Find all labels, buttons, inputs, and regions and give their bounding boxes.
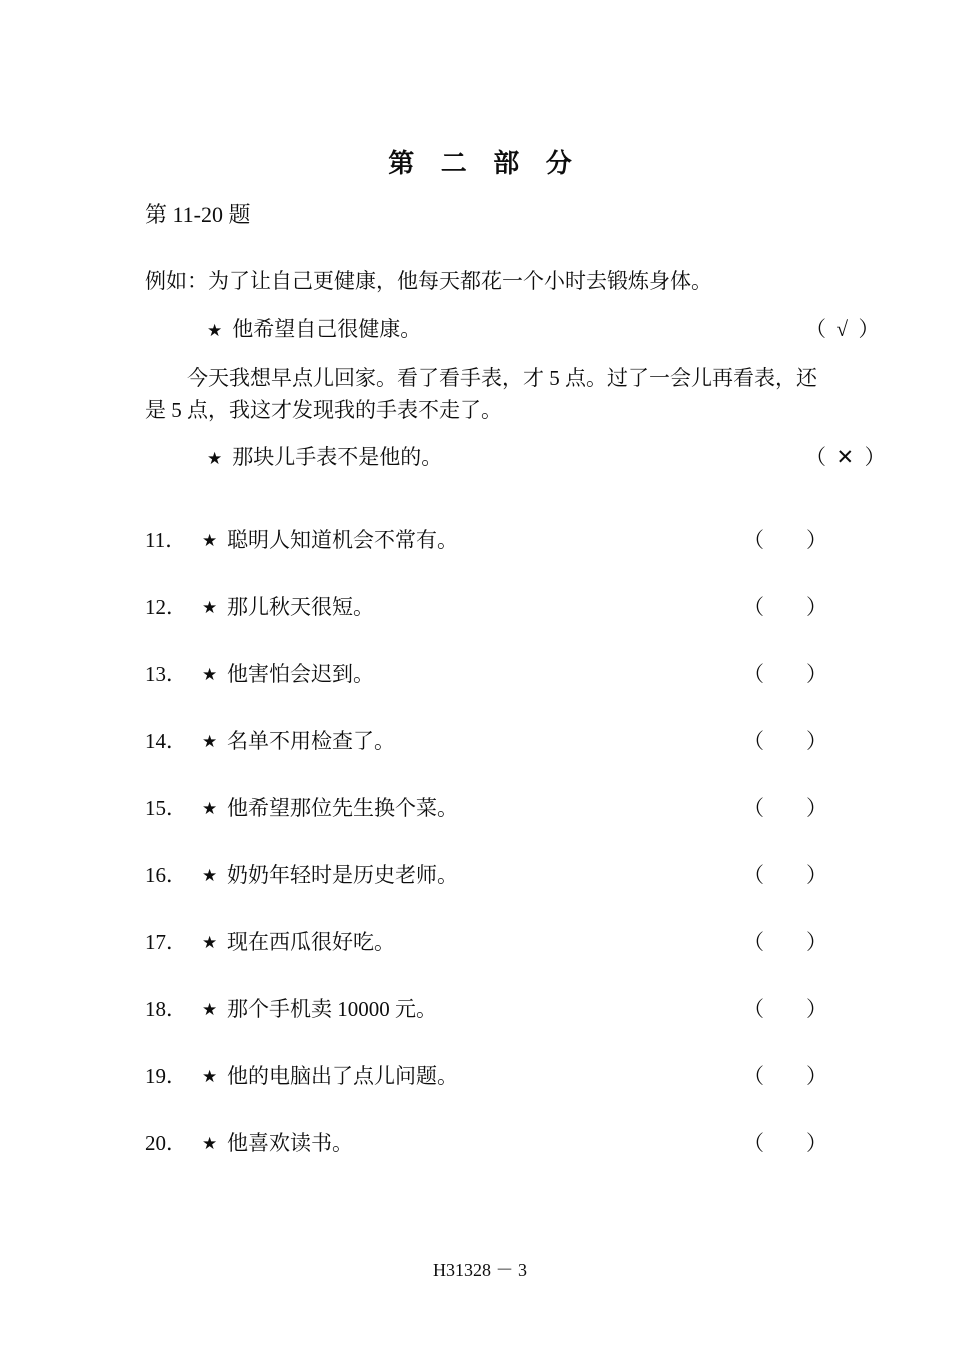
page-footer: H31328 － 3 <box>433 1260 527 1280</box>
question-text: 他希望那位先生换个菜。 <box>227 796 458 820</box>
star-icon: ★ <box>202 732 218 751</box>
question-text: 他喜欢读书。 <box>227 1131 353 1155</box>
star-icon: ★ <box>202 1067 218 1086</box>
question-number: 14． <box>145 729 187 753</box>
question-number: 18． <box>145 997 187 1021</box>
question-text: 那个手机卖 10000 元。 <box>227 997 437 1021</box>
question-text: 名单不用检查了。 <box>227 729 395 753</box>
question-number: 13． <box>145 662 187 686</box>
star-icon: ★ <box>202 866 218 885</box>
star-icon: ★ <box>202 598 218 617</box>
answer-blank[interactable]: （ ） <box>743 796 827 820</box>
question-row <box>145 592 827 659</box>
question-text: 他的电脑出了点儿问题。 <box>227 1064 458 1088</box>
question-number: 15． <box>145 796 187 820</box>
question-row <box>145 860 827 927</box>
question-text: 那儿秋天很短。 <box>227 595 374 619</box>
question-text: 现在西瓜很好吃。 <box>227 930 395 954</box>
star-icon: ★ <box>202 531 218 550</box>
answer-blank[interactable]: （ ） <box>743 863 827 887</box>
example-block <box>145 266 886 490</box>
question-list <box>145 525 827 1195</box>
example-statement-1-answer: （ √ ） <box>805 317 880 341</box>
star-icon: ★ <box>207 321 223 340</box>
question-number: 11． <box>145 528 187 552</box>
example-statement-2-text: 那块儿手表不是他的。 <box>232 445 443 469</box>
example-statement-1 <box>207 314 880 346</box>
question-number: 20． <box>145 1131 187 1155</box>
answer-blank[interactable]: （ ） <box>743 1064 827 1088</box>
example-intro-text: 例如：为了让自己更健康，他每天都花一个小时去锻炼身体。 <box>145 269 712 293</box>
star-icon: ★ <box>202 1000 218 1019</box>
answer-blank[interactable]: （ ） <box>743 662 827 686</box>
example-statement-1-text: 他希望自己很健康。 <box>232 317 422 341</box>
question-row <box>145 1128 827 1195</box>
question-number: 16． <box>145 863 187 887</box>
question-number: 19． <box>145 1064 187 1088</box>
question-row <box>145 793 827 860</box>
example-statement-2-answer: （ ✕ ） <box>805 445 886 469</box>
question-row <box>145 994 827 1061</box>
question-row <box>145 726 827 793</box>
answer-blank[interactable]: （ ） <box>743 997 827 1021</box>
question-row <box>145 1061 827 1128</box>
question-text: 奶奶年轻时是历史老师。 <box>227 863 458 887</box>
star-icon: ★ <box>202 1134 218 1153</box>
question-number: 12． <box>145 595 187 619</box>
star-icon: ★ <box>202 799 218 818</box>
answer-blank[interactable]: （ ） <box>743 930 827 954</box>
question-number: 17． <box>145 930 187 954</box>
star-icon: ★ <box>202 665 218 684</box>
page-title: 第 二 部 分 <box>388 149 582 178</box>
example-statement-2 <box>207 442 886 474</box>
star-icon: ★ <box>202 933 218 952</box>
question-text: 聪明人知道机会不常有。 <box>227 528 458 552</box>
section-range-label: 第 11-20 题 <box>145 202 251 227</box>
answer-blank[interactable]: （ ） <box>743 729 827 753</box>
answer-blank[interactable]: （ ） <box>743 1131 827 1155</box>
question-row <box>145 525 827 592</box>
answer-blank[interactable]: （ ） <box>743 595 827 619</box>
example-paragraph: 今天我想早点儿回家。看了看手表，才 5 点。过了一会儿再看表，还是 5 点，我这才发现我的手表不走了。 <box>145 366 817 422</box>
star-icon: ★ <box>207 449 223 468</box>
answer-blank[interactable]: （ ） <box>743 528 827 552</box>
question-row <box>145 659 827 726</box>
question-text: 他害怕会迟到。 <box>227 662 374 686</box>
question-row <box>145 927 827 994</box>
